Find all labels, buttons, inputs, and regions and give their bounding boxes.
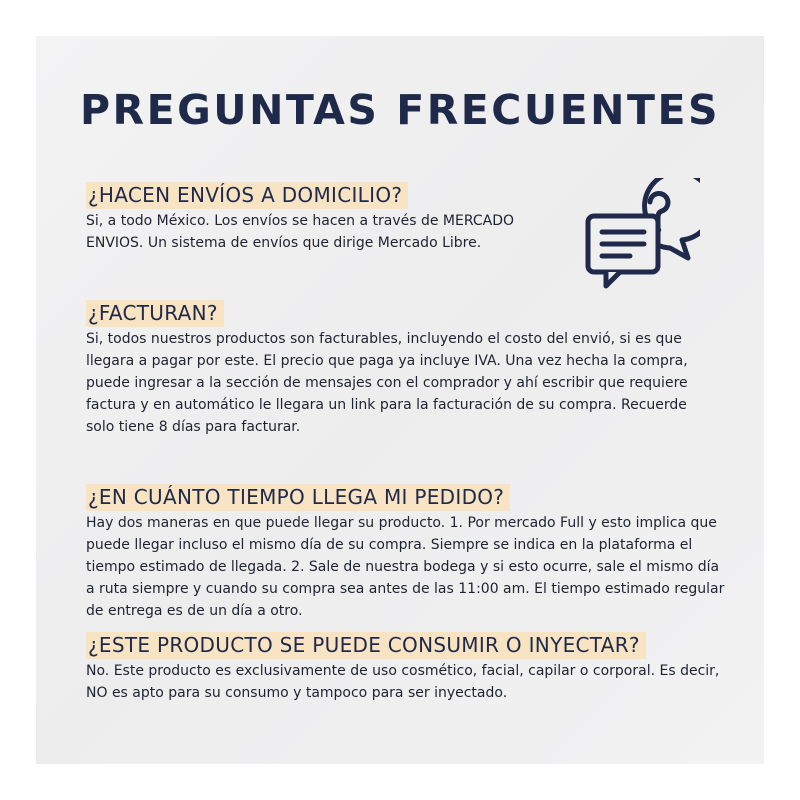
- faq-question: ¿FACTURAN?: [86, 300, 224, 327]
- answer-line: NO es apto para su consumo y tampoco para ser inyectado.: [86, 685, 508, 701]
- answer-line: a ruta siempre y cuando su compra sea antes de las 11:00 am. El tiempo estimado regular: [86, 581, 725, 597]
- answer-line: de entrega es de un día a otro.: [86, 603, 303, 619]
- answer-line: No. Este producto es exclusivamente de uso cosmético, facial, capilar o corporal. Es decir,: [86, 663, 720, 679]
- faq-item-consumir: [86, 632, 719, 704]
- faq-item-tiempo: [86, 484, 724, 622]
- faq-card: [36, 36, 764, 764]
- page-title: PREGUNTAS FRECUENTES: [80, 86, 720, 134]
- faq-question: ¿HACEN ENVÍOS A DOMICILIO?: [86, 182, 408, 209]
- answer-line: Hay dos maneras en que puede llegar su producto. 1. Por mercado Full y esto implica que: [86, 515, 717, 531]
- answer-line: puede ingresar a la sección de mensajes con el comprador y ahí escribir que requiere: [86, 375, 688, 391]
- answer-line: tiempo estimado de llegada. 2. Sale de nuestra bodega y si esto ocurre, sale el mismo día: [86, 559, 720, 575]
- answer-line: puede llegar incluso el mismo día de su compra. Siempre se indica en la plataforma el: [86, 537, 693, 553]
- answer-line: solo tiene 8 días para facturar.: [86, 419, 301, 435]
- faq-question: ¿EN CUÁNTO TIEMPO LLEGA MI PEDIDO?: [86, 484, 510, 511]
- answer-line: Si, a todo México. Los envíos se hacen a través de MERCADO: [86, 213, 515, 229]
- faq-item-envios: [86, 182, 514, 254]
- answer-line: ENVIOS. Un sistema de envíos que dirige Mercado Libre.: [86, 235, 482, 251]
- faq-answer: [86, 512, 724, 622]
- answer-line: Si, todos nuestros productos son facturables, incluyendo el costo del envió, si es que: [86, 331, 682, 347]
- answer-line: factura y en automático le llegara un link para la facturación de su compra. Recuerde: [86, 397, 687, 413]
- faq-answer: [86, 660, 719, 704]
- faq-answer: [86, 328, 688, 438]
- faq-item-facturan: [86, 300, 688, 438]
- faq-answer: [86, 210, 514, 254]
- answer-line: llegara a pagar por este. El precio que paga ya incluye IVA. Una vez hecha la compra,: [86, 353, 688, 369]
- chat-question-icon: [584, 178, 700, 290]
- faq-question: ¿ESTE PRODUCTO SE PUEDE CONSUMIR O INYECTAR?: [86, 632, 646, 659]
